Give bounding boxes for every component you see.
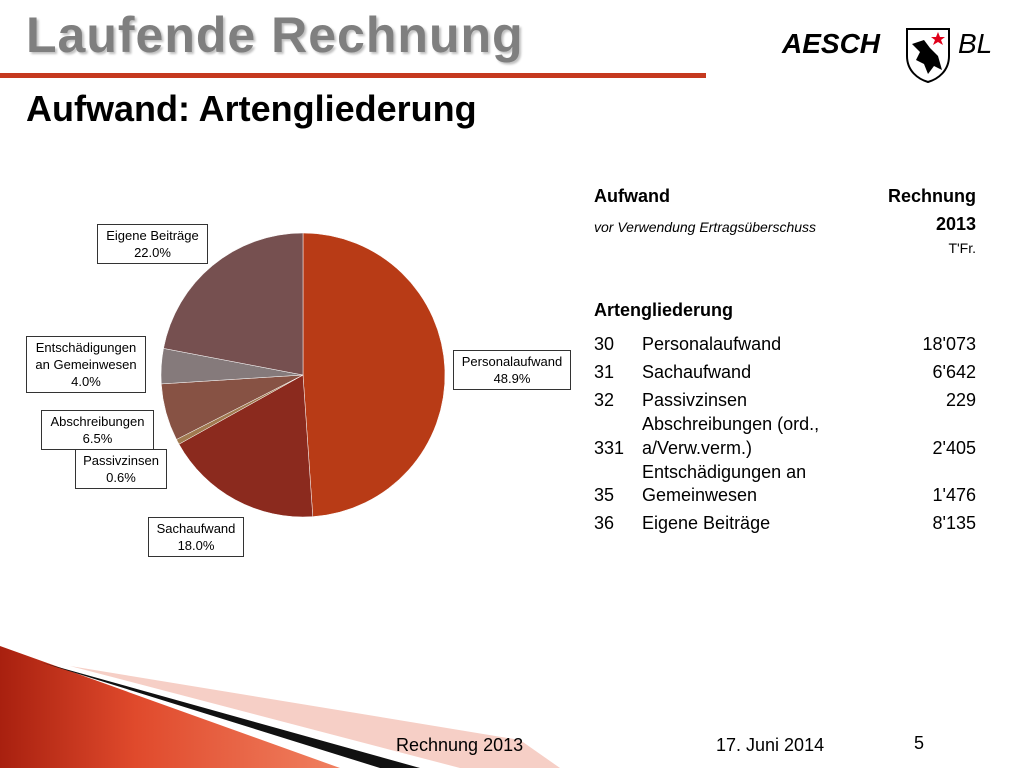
logo-suffix: BL — [958, 28, 993, 59]
table-header-rechnung: Rechnung — [888, 186, 976, 206]
slide-title: Laufende Rechnung — [26, 7, 524, 63]
callout-percent: 22.0% — [134, 245, 171, 260]
aesch-logo — [782, 24, 992, 84]
row-code: 30 — [594, 334, 615, 354]
callout-eigene-beitraege — [97, 224, 208, 264]
callout-label: Abschreibungen — [50, 414, 145, 429]
footer-label: Rechnung 2013 — [396, 735, 524, 755]
callout-percent: 0.6% — [106, 470, 136, 485]
row-code: 35 — [594, 485, 615, 505]
row-value: 6'642 — [932, 362, 976, 382]
row-code: 331 — [594, 438, 625, 458]
callout-label: Eigene Beiträge — [106, 228, 199, 243]
row-code: 36 — [594, 513, 615, 533]
row-label: a/Verw.verm.) — [642, 438, 753, 458]
callout-sachaufwand — [148, 517, 244, 557]
row-label: Abschreibungen (ord., — [642, 414, 820, 434]
callout-label: Entschädigungen — [35, 340, 137, 355]
page-number: 5 — [914, 733, 925, 753]
logo-text: AESCH — [782, 28, 881, 59]
row-value: 18'073 — [922, 334, 976, 354]
footer-date: 17. Juni 2014 — [716, 735, 825, 755]
callout-entschaedigungen — [26, 336, 146, 393]
slide-subtitle: Aufwand: Artengliederung — [26, 88, 477, 129]
callout-percent: 6.5% — [82, 431, 113, 446]
row-code: 32 — [594, 390, 615, 410]
row-value: 8'135 — [932, 513, 976, 533]
row-value: 1'476 — [932, 485, 976, 505]
coat-of-arms-icon — [904, 26, 952, 84]
table-subheader: vor Verwendung Ertragsüberschuss — [594, 219, 817, 235]
table-header-unit: T'Fr. — [948, 240, 976, 256]
row-value: 2'405 — [932, 438, 976, 458]
row-code: 31 — [594, 362, 615, 382]
pie-slice-personalaufwand — [303, 233, 445, 517]
callout-label: an Gemeinwesen — [35, 357, 137, 372]
row-value: 229 — [945, 390, 976, 410]
row-label: Passivzinsen — [642, 390, 748, 410]
table-header-aufwand: Aufwand — [594, 186, 670, 206]
table-section-title: Artengliederung — [594, 300, 734, 320]
callout-personalaufwand — [453, 350, 571, 390]
callout-label: Personalaufwand — [461, 354, 563, 369]
callout-label: Passivzinsen — [83, 453, 159, 468]
table-header-year: 2013 — [935, 214, 976, 234]
callout-label: Sachaufwand — [156, 521, 236, 536]
row-label: Gemeinwesen — [642, 485, 758, 505]
callout-percent: 48.9% — [493, 371, 531, 386]
callout-percent: 18.0% — [177, 538, 215, 553]
row-label: Entschädigungen an — [642, 462, 807, 482]
row-label: Sachaufwand — [642, 362, 752, 382]
callout-abschreibungen — [41, 410, 154, 450]
row-label: Personalaufwand — [642, 334, 782, 354]
callout-passivzinsen — [75, 449, 167, 489]
callout-percent: 4.0% — [71, 374, 101, 389]
row-label: Eigene Beiträge — [642, 513, 771, 533]
title-rule — [0, 73, 706, 78]
